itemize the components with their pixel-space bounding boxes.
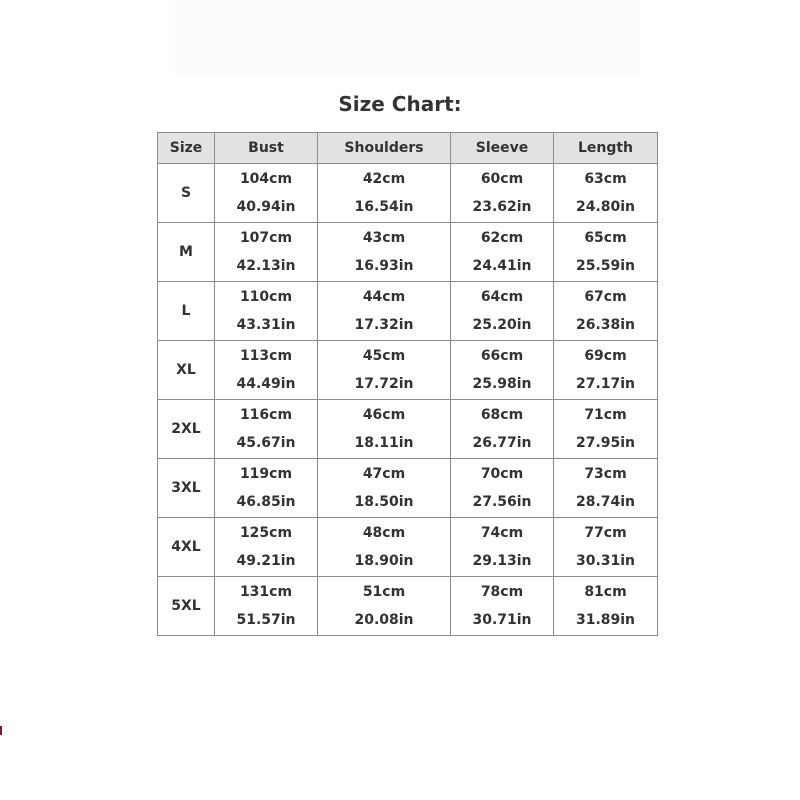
shoulders-cm-value: 46cm xyxy=(362,407,406,423)
shoulders-cm-value: 51cm xyxy=(362,584,406,600)
sleeve-cell xyxy=(451,400,554,459)
sleeve-cm-value: 64cm xyxy=(480,289,524,305)
length-cm-value: 77cm xyxy=(584,525,627,541)
bust-in-value: 42.13in xyxy=(236,258,296,274)
length-cm-value: 65cm xyxy=(584,230,627,246)
bust-in-value: 40.94in xyxy=(236,199,296,215)
bust-cm-value: 119cm xyxy=(239,466,293,482)
bust-cell xyxy=(215,518,318,577)
table-row xyxy=(158,577,658,636)
sleeve-in-value: 26.77in xyxy=(472,435,532,451)
bust-in-value: 49.21in xyxy=(236,553,296,569)
bust-cell xyxy=(215,577,318,636)
sleeve-in-value: 27.56in xyxy=(472,494,532,510)
shoulders-cell xyxy=(318,164,451,223)
shoulders-cm-value: 48cm xyxy=(362,525,406,541)
bust-cm-value: 104cm xyxy=(239,171,293,187)
size-cell: M xyxy=(158,223,215,282)
length-cell xyxy=(554,282,658,341)
bust-cm-value: 125cm xyxy=(239,525,293,541)
length-in-value: 28.74in xyxy=(575,494,636,510)
shoulders-in-value: 16.93in xyxy=(354,258,414,274)
table-row xyxy=(158,341,658,400)
sleeve-cell xyxy=(451,223,554,282)
bust-cell xyxy=(215,223,318,282)
length-cell xyxy=(554,223,658,282)
bust-cell xyxy=(215,341,318,400)
length-cell xyxy=(554,577,658,636)
bust-cell xyxy=(215,459,318,518)
length-in-value: 25.59in xyxy=(575,258,636,274)
size-cell: 3XL xyxy=(158,459,215,518)
shoulders-cell xyxy=(318,341,451,400)
shoulders-cm-value: 43cm xyxy=(362,230,406,246)
sleeve-in-value: 25.20in xyxy=(472,317,532,333)
shoulders-cell xyxy=(318,400,451,459)
sleeve-cm-value: 62cm xyxy=(480,230,524,246)
length-cm-value: 69cm xyxy=(584,348,627,364)
length-in-value: 30.31in xyxy=(575,553,636,569)
table-row xyxy=(158,518,658,577)
sleeve-cell xyxy=(451,282,554,341)
table-body xyxy=(158,164,658,636)
length-in-value: 26.38in xyxy=(575,317,636,333)
sleeve-cell xyxy=(451,164,554,223)
length-in-value: 27.95in xyxy=(575,435,636,451)
sleeve-cm-value: 68cm xyxy=(480,407,524,423)
table-row xyxy=(158,459,658,518)
top-banner-area xyxy=(175,0,640,76)
sleeve-cm-value: 70cm xyxy=(480,466,524,482)
bust-in-value: 51.57in xyxy=(236,612,296,628)
length-cm-value: 71cm xyxy=(584,407,627,423)
size-cell: XL xyxy=(158,341,215,400)
shoulders-cell xyxy=(318,223,451,282)
sleeve-cell xyxy=(451,341,554,400)
shoulders-cm-value: 45cm xyxy=(362,348,406,364)
table-row xyxy=(158,223,658,282)
shoulders-cell xyxy=(318,459,451,518)
bust-cell xyxy=(215,164,318,223)
shoulders-in-value: 17.72in xyxy=(354,376,414,392)
shoulders-in-value: 18.50in xyxy=(354,494,414,510)
header-length: Length xyxy=(554,133,658,164)
length-cell xyxy=(554,459,658,518)
header-sleeve: Sleeve xyxy=(451,133,554,164)
bust-cm-value: 116cm xyxy=(239,407,293,423)
bust-cell xyxy=(215,282,318,341)
shoulders-in-value: 20.08in xyxy=(354,612,414,628)
length-cell xyxy=(554,164,658,223)
bust-cm-value: 113cm xyxy=(239,348,293,364)
bust-in-value: 46.85in xyxy=(236,494,296,510)
size-cell: 5XL xyxy=(158,577,215,636)
length-cell xyxy=(554,518,658,577)
length-in-value: 24.80in xyxy=(575,199,636,215)
shoulders-cell xyxy=(318,518,451,577)
length-cm-value: 67cm xyxy=(584,289,627,305)
shoulders-cm-value: 47cm xyxy=(362,466,406,482)
sleeve-in-value: 24.41in xyxy=(472,258,532,274)
bust-cm-value: 107cm xyxy=(239,230,293,246)
sleeve-in-value: 23.62in xyxy=(472,199,532,215)
bust-cm-value: 131cm xyxy=(239,584,293,600)
bust-in-value: 45.67in xyxy=(236,435,296,451)
sleeve-cell xyxy=(451,577,554,636)
sleeve-cm-value: 66cm xyxy=(480,348,524,364)
length-cell xyxy=(554,341,658,400)
bust-in-value: 44.49in xyxy=(236,376,296,392)
length-cm-value: 63cm xyxy=(584,171,627,187)
bust-cell xyxy=(215,400,318,459)
sleeve-in-value: 30.71in xyxy=(472,612,532,628)
sleeve-cm-value: 78cm xyxy=(480,584,524,600)
header-shoulders: Shoulders xyxy=(318,133,451,164)
size-cell: L xyxy=(158,282,215,341)
length-cm-value: 73cm xyxy=(584,466,627,482)
sleeve-cell xyxy=(451,518,554,577)
table-header-row xyxy=(158,133,658,164)
shoulders-in-value: 18.11in xyxy=(354,435,414,451)
length-cm-value: 81cm xyxy=(584,584,627,600)
sleeve-cm-value: 60cm xyxy=(480,171,524,187)
page-title: Size Chart: xyxy=(338,92,462,116)
table-row xyxy=(158,400,658,459)
edge-mark xyxy=(0,726,2,735)
table-row xyxy=(158,282,658,341)
sleeve-cell xyxy=(451,459,554,518)
shoulders-cell xyxy=(318,282,451,341)
shoulders-cell xyxy=(318,577,451,636)
length-in-value: 31.89in xyxy=(575,612,636,628)
size-cell: 4XL xyxy=(158,518,215,577)
sleeve-in-value: 25.98in xyxy=(472,376,532,392)
sleeve-in-value: 29.13in xyxy=(472,553,532,569)
header-bust: Bust xyxy=(215,133,318,164)
shoulders-in-value: 18.90in xyxy=(354,553,414,569)
table-row xyxy=(158,164,658,223)
size-cell: S xyxy=(158,164,215,223)
length-in-value: 27.17in xyxy=(575,376,636,392)
shoulders-cm-value: 44cm xyxy=(362,289,406,305)
bust-cm-value: 110cm xyxy=(239,289,293,305)
shoulders-in-value: 17.32in xyxy=(354,317,414,333)
shoulders-cm-value: 42cm xyxy=(362,171,406,187)
length-cell xyxy=(554,400,658,459)
header-size: Size xyxy=(158,133,215,164)
size-cell: 2XL xyxy=(158,400,215,459)
shoulders-in-value: 16.54in xyxy=(354,199,414,215)
bust-in-value: 43.31in xyxy=(236,317,296,333)
sleeve-cm-value: 74cm xyxy=(480,525,524,541)
size-chart-table xyxy=(157,132,658,636)
